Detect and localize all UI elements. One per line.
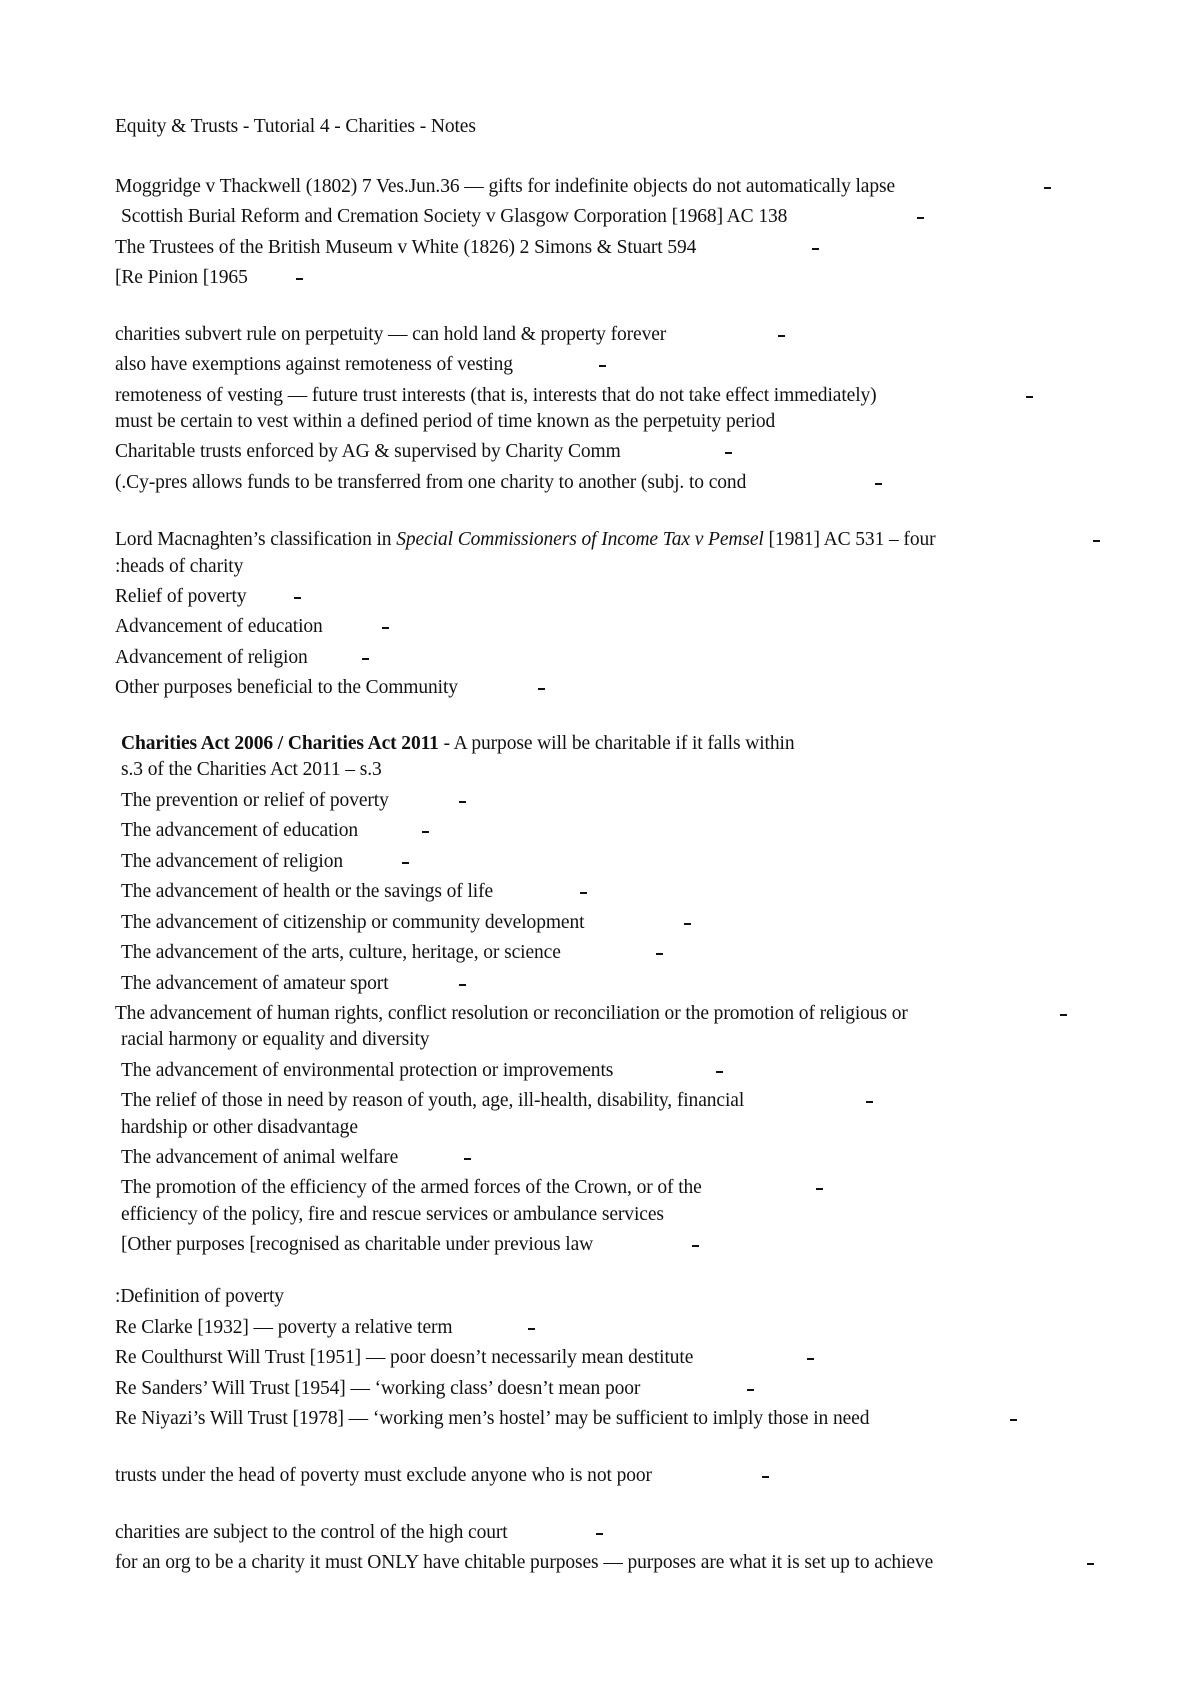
note-line: trusts under the head of poverty must exclude anyone who is not poor [115, 1465, 652, 1486]
case-line: Re Sanders’ Will Trust [1954] — ‘working class’ doesn’t mean poor [115, 1378, 641, 1399]
bullet-dash [812, 248, 819, 250]
bullet-dash [816, 1188, 823, 1190]
statutory-purpose: The advancement of health or the savings of life [121, 881, 494, 902]
case-line: The Trustees of the British Museum v White (1826) 2 Simons & Stuart 594 [115, 237, 697, 258]
macnaghten-intro-cont: :heads of charity [115, 556, 244, 577]
note-line: charities are subject to the control of the high court [115, 1522, 508, 1543]
bullet-dash [716, 1071, 723, 1073]
bullet-dash [464, 1158, 471, 1160]
note-line: (.Cy-pres allows funds to be transferred from one charity to another (subj. to cond [115, 472, 747, 493]
bullet-dash [747, 1389, 754, 1391]
charities-act-heading [121, 732, 795, 756]
bullet-dash [362, 658, 369, 660]
bullet-dash [917, 217, 924, 219]
statutory-purpose: The advancement of education [121, 820, 359, 841]
bullet-dash [684, 923, 691, 925]
statutory-purpose: The advancement of citizenship or community development [121, 912, 585, 933]
note-line: for an org to be a charity it must ONLY have chitable purposes — purposes are what it is set up to achieve [115, 1552, 934, 1573]
bullet-dash [382, 627, 389, 629]
statutory-purpose: The advancement of amateur sport [121, 973, 389, 994]
note-line: remoteness of vesting — future trust interests (that is, interests that do not take effect immediately) [115, 385, 877, 406]
statutory-purpose-cont: efficiency of the policy, fire and rescue services or ambulance services [121, 1204, 664, 1225]
act-title: Charities Act 2006 / Charities Act 2011 [121, 733, 439, 754]
bullet-dash [692, 1245, 699, 1247]
note-line: must be certain to vest within a defined period of time known as the perpetuity period [115, 411, 776, 432]
statutory-purpose: The advancement of the arts, culture, heritage, or science [121, 942, 561, 963]
charities-act-heading-cont: s.3 of the Charities Act 2011 – s.3 [121, 759, 382, 780]
intro-text: [1981] AC 531 – four [763, 529, 936, 550]
statutory-purpose: The advancement of religion [121, 851, 343, 872]
statutory-purpose: The advancement of environmental protection or improvements [121, 1060, 614, 1081]
case-line: Re Niyazi’s Will Trust [1978] — ‘working men’s hostel’ may be sufficient to imlply those in need [115, 1408, 870, 1429]
charity-head: Advancement of religion [115, 647, 308, 668]
bullet-dash [1060, 1014, 1067, 1016]
case-line: Re Coulthurst Will Trust [1951] — poor doesn’t necessarily mean destitute [115, 1347, 694, 1368]
bullet-dash [1093, 540, 1100, 542]
charity-head: Relief of poverty [115, 586, 247, 607]
charity-head: Advancement of education [115, 616, 323, 637]
statutory-purpose: The prevention or relief of poverty [121, 790, 389, 811]
bullet-dash [778, 335, 785, 337]
case-line: Re Clarke [1932] — poverty a relative term [115, 1317, 453, 1338]
bullet-dash [599, 365, 606, 367]
bullet-dash [459, 984, 466, 986]
statutory-purpose-cont: racial harmony or equality and diversity [121, 1029, 430, 1050]
statutory-purpose: The promotion of the efficiency of the armed forces of the Crown, or of the [121, 1177, 702, 1198]
statutory-purpose: The advancement of human rights, conflict resolution or reconciliation or the promotion of religious or [115, 1003, 908, 1024]
bullet-dash [459, 801, 466, 803]
poverty-heading: :Definition of poverty [115, 1286, 284, 1307]
bullet-dash [596, 1533, 603, 1535]
bullet-dash [1010, 1419, 1017, 1421]
bullet-dash [656, 953, 663, 955]
intro-text: Lord Macnaghten’s classification in [115, 529, 397, 550]
bullet-dash [422, 831, 429, 833]
statutory-purpose-cont: hardship or other disadvantage [121, 1117, 358, 1138]
bullet-dash [1087, 1563, 1094, 1565]
note-line: also have exemptions against remoteness of vesting [115, 354, 513, 375]
bullet-dash [807, 1358, 814, 1360]
case-line: Scottish Burial Reform and Cremation Society v Glasgow Corporation [1968] AC 138 [121, 206, 788, 227]
bullet-dash [580, 892, 587, 894]
heading-text: - A purpose will be charitable if it falls within [438, 733, 795, 754]
bullet-dash [762, 1476, 769, 1478]
note-line: Charitable trusts enforced by AG & supervised by Charity Comm [115, 441, 621, 462]
bullet-dash [875, 483, 882, 485]
document-title: Equity & Trusts - Tutorial 4 - Charities - Notes [115, 116, 476, 137]
note-line: charities subvert rule on perpetuity — can hold land & property forever [115, 324, 667, 345]
statutory-purpose: The advancement of animal welfare [121, 1147, 399, 1168]
bullet-dash [296, 278, 303, 280]
case-name: Special Commissioners of Income Tax v Pemsel [396, 529, 764, 550]
bullet-dash [528, 1328, 535, 1330]
case-line: Moggridge v Thackwell (1802) 7 Ves.Jun.36 — gifts for indefinite objects do not automatically lapse [115, 176, 896, 197]
charity-head: Other purposes beneficial to the Community [115, 677, 458, 698]
bullet-dash [538, 688, 545, 690]
bullet-dash [1026, 396, 1033, 398]
bullet-dash [725, 452, 732, 454]
bullet-dash [1044, 187, 1051, 189]
bullet-dash [866, 1101, 873, 1103]
macnaghten-intro [115, 528, 936, 552]
case-line: [Re Pinion [1965 [115, 267, 248, 288]
statutory-purpose: [Other purposes [recognised as charitable under previous law [121, 1234, 594, 1255]
statutory-purpose: The relief of those in need by reason of youth, age, ill-health, disability, financial [121, 1090, 745, 1111]
bullet-dash [402, 862, 409, 864]
bullet-dash [294, 597, 301, 599]
